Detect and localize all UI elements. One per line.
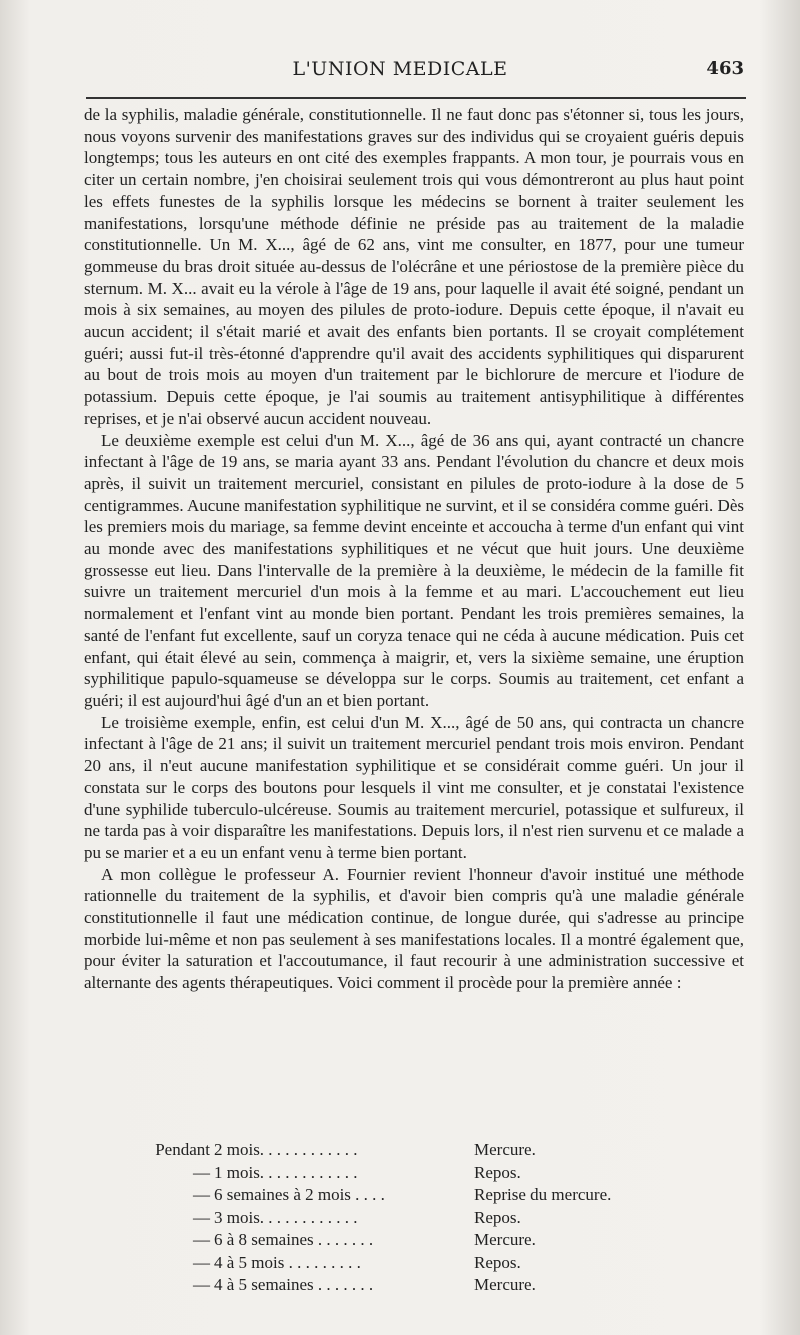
schedule-row [84,1230,744,1253]
schedule-treatment: Reprise du mercure. [474,1185,612,1204]
schedule-duration: 3 mois. . . . . . . . . . . . [214,1207,358,1227]
schedule-row [84,1185,744,1208]
schedule-duration: 6 semaines à 2 mois . . . . [214,1185,385,1204]
running-header [0,58,800,88]
schedule-treatment: Repos. [474,1162,521,1182]
schedule-lead: — [193,1207,210,1227]
schedule-lead: — [193,1275,210,1294]
schedule-treatment: Mercure. [474,1275,536,1294]
schedule-treatment: Mercure. [474,1140,536,1159]
schedule-duration: 1 mois. . . . . . . . . . . . [214,1162,358,1182]
paragraph-4: A mon collègue le professeur A. Fournier revient l'honneur d'avoir institué une méthode rationnelle du traitement de la syphilis, et d'avoir bien compris qu'à une maladie générale constitutionnelle il faut une médication continue, de longue durée, qui s'adresse au principe morbide lui-même et non pas seulement à ses manifestations locales. Il a montré également que, pour éviter la saturation et l'accoutumance, il faut recourir à une administration successive et alternante des agents thérapeutiques. Voici comment il procède pour la première année : [84,864,744,993]
body-text [84,104,744,994]
schedule-row [84,1275,744,1298]
schedule-row [84,1163,744,1186]
page-number: 463 [706,58,744,79]
schedule-lead: — [193,1185,210,1204]
paragraph-2: Le deuxième exemple est celui d'un M. X..., âgé de 36 ans qui, ayant contracté un chancre infectant à l'âge de 19 ans, se maria ayant 33 ans. Pendant l'évolution du chancre et deux mois après, il suivit un traitement mercuriel, consistant en pilules de proto-iodure à la dose de 5 centigrammes. Aucune manifestation syphilitique ne survint, et il se considéra comme guéri. Dès les premiers mois du mariage, sa femme devint enceinte et accoucha à terme d'un enfant qui vint au monde avec des manifestations syphilitiques et ne vécut que huit jours. Une deuxième grossesse eut lieu. Dans l'intervalle de la première à la deuxième, le médecin de la famille fit suivre un traitement mercuriel d'un mois à la femme et au mari. L'accouchement eut lieu normalement et l'enfant vint au monde bien portant. Pendant les trois premières semaines, la santé de l'enfant fut excellente, sauf un coryza tenace qui ne céda à aucune médication. Puis cet enfant, qui était élevé au sein, commença à maigrir, et, vers la sixième semaine, une éruption syphilitique papulo-squameuse se développa sur le corps. Soumis au traitement, cet enfant a guéri; il est aujourd'hui âgé d'un an et bien portant. [84,430,744,710]
schedule-duration: 6 à 8 semaines . . . . . . . [214,1230,374,1249]
schedule-row [84,1140,744,1163]
header-rule [86,97,746,99]
schedule-row [84,1208,744,1231]
treatment-schedule [84,1140,744,1298]
schedule-lead: — [193,1162,210,1182]
schedule-duration: 4 à 5 mois . . . . . . . . . [214,1252,361,1272]
journal-title: L'UNION MEDICALE [292,58,508,80]
schedule-lead: Pendant [155,1140,210,1159]
schedule-lead: — [193,1252,210,1272]
schedule-treatment: Repos. [474,1252,521,1272]
schedule-lead: — [193,1230,210,1249]
schedule-duration: 4 à 5 semaines . . . . . . . [214,1275,374,1294]
schedule-treatment: Repos. [474,1207,521,1227]
schedule-row [84,1253,744,1276]
paragraph-1: de la syphilis, maladie générale, constitutionnelle. Il ne faut donc pas s'étonner si, tous les jours, nous voyons survenir des manifestations graves sur des individus qui se croyaient guéris depuis longtemps; tous les auteurs en ont cité des exemples frappants. A mon tour, je pourrais vous en citer un certain nombre, j'en choisirai seulement trois qui vous démontreront au plus haut point les effets funestes de la syphilis lorsque les médecins se bornent à traiter seulement les manifestations, lorsqu'une méthode définie ne préside pas au traitement de la maladie constitutionnelle. Un M. X..., âgé de 62 ans, vint me consulter, en 1877, pour une tumeur gommeuse du bras droit située au-dessus de l'olécrâne et une périostose de la première pièce du sternum. M. X... avait eu la vérole à l'âge de 19 ans, pour laquelle il avait été soigné, pendant un mois à six semaines, au moyen des pilules de proto-iodure. Depuis cette époque, il n'avait eu aucun accident; il s'était marié et avait des enfants bien portants. Il se croyait complétement guéri; aussi fut-il très-étonné d'apprendre qu'il avait des accidents syphilitiques qui disparurent au bout de trois mois au moyen d'un traitement par le bichlorure de mercure et l'iodure de potassium. Depuis cette époque, je l'ai soumis au traitement antisyphilitique à différentes reprises, et je n'ai observé aucun accident nouveau. [84,105,744,428]
schedule-duration: 2 mois. . . . . . . . . . . . [214,1140,358,1159]
schedule-treatment: Mercure. [474,1230,536,1249]
paragraph-3: Le troisième exemple, enfin, est celui d'un M. X..., âgé de 50 ans, qui contracta un chancre infectant à l'âge de 21 ans; il suivit un traitement mercuriel pendant trois mois environ. Pendant 20 ans, il n'eut aucune manifestation syphilitique et se considérait comme guéri. Un jour il constata sur le corps des boutons pour lesquels il vint me consulter, et je constatai l'existence d'une syphilide tuberculo-ulcéreuse. Soumis au traitement mercuriel, potassique et sulfureux, il ne tarda pas à voir disparaître les manifestations. Depuis lors, il n'est rien survenu et ce malade a pu se marier et a eu un enfant venu à terme bien portant. [84,712,744,862]
